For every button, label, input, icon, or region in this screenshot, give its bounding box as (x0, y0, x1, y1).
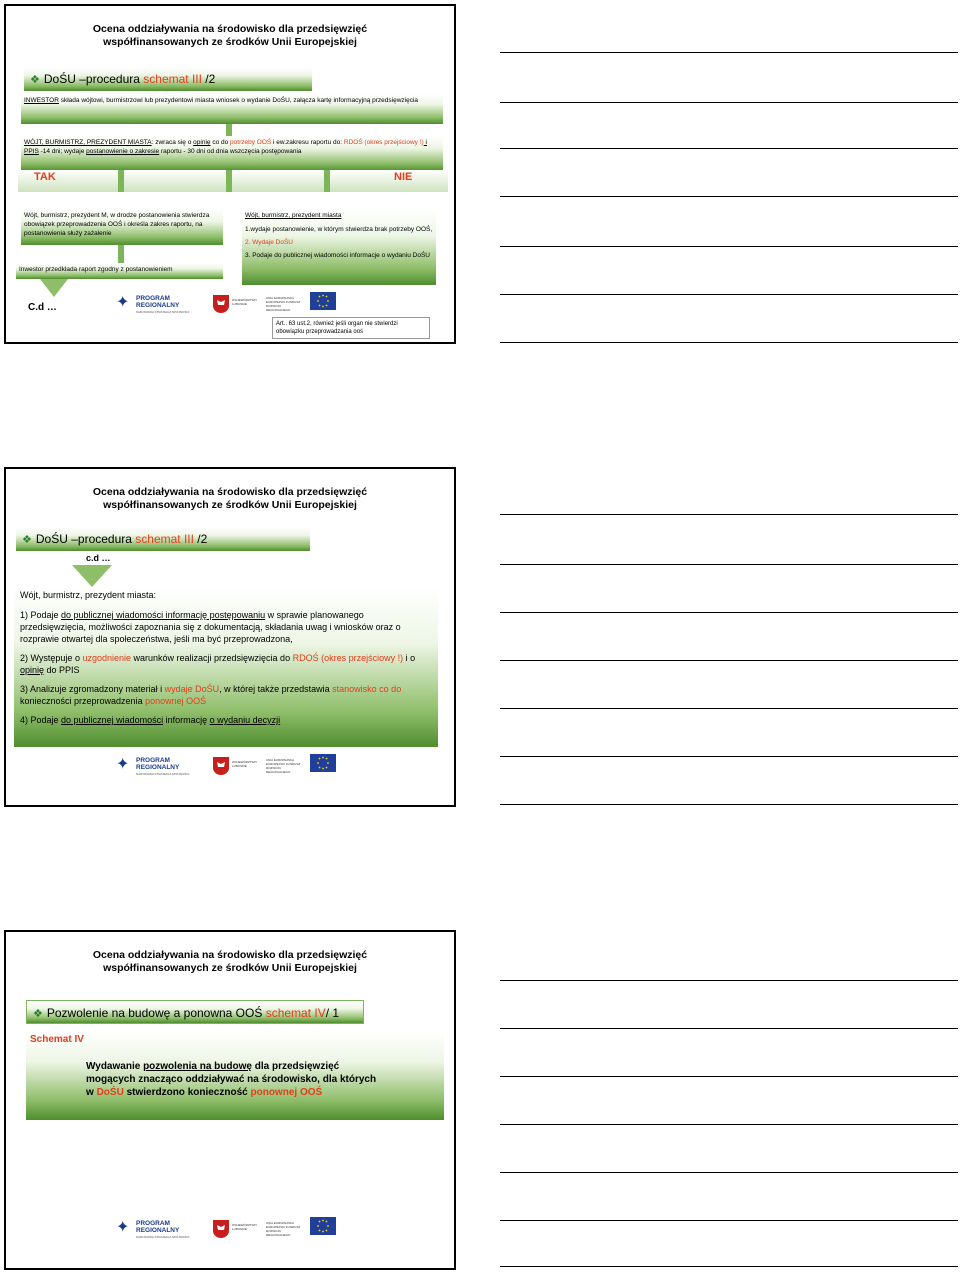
logo-line: REGIONALNY (136, 764, 180, 771)
star-icon: ✦ (116, 1219, 130, 1236)
t: ponownej OOŚ (145, 696, 207, 706)
note-line (500, 342, 958, 343)
schema-label: Schemat IV (30, 1034, 84, 1045)
logo-sub: NARODOWA STRATEGIA SPÓJNOŚCI (136, 772, 190, 776)
t: potrzeby OOŚ (230, 139, 272, 146)
left-box-2 (16, 263, 223, 279)
t: 3) Analizuje zgromadzony materiał i (20, 684, 165, 694)
t: : zwraca się o (151, 139, 194, 146)
note-line (500, 708, 958, 709)
list-item (20, 652, 432, 676)
nie-label: NIE (394, 171, 413, 183)
star-icon: ✦ (116, 294, 130, 311)
section-header (24, 67, 312, 91)
tak-label: TAK (34, 171, 56, 183)
schema-box (26, 1030, 444, 1120)
authority-box (21, 136, 443, 171)
t: stwierdzono konieczność (123, 1087, 251, 1098)
branch-line (18, 170, 448, 192)
header-text: DoŚU –procedura (43, 72, 144, 86)
title-line-1: Ocena oddziaływania na środowisko dla przedsięwzięć (92, 486, 368, 498)
header-suffix: / 1 (325, 1006, 340, 1020)
slide-title (6, 949, 454, 975)
logo-text (136, 757, 179, 771)
logo-line: PROGRAM (136, 757, 170, 764)
slide-1 (4, 4, 456, 344)
eagle-crest-icon (212, 756, 230, 776)
note-line (500, 1172, 958, 1173)
ue-text: UNIA EUROPEJSKA EUROPEJSKI FUNDUSZ ROZWOJU REGIONALNEGO (266, 758, 301, 774)
logos-strip (116, 292, 346, 320)
note-line (500, 246, 958, 247)
header-schema: schemat III (143, 72, 202, 86)
note-line (500, 196, 958, 197)
note-line (500, 1220, 958, 1221)
section-header (26, 1000, 364, 1024)
note-text: Art.. 63 ust.2, również jeśli organ nie stwierdzi obowiązku przeprowadzania ooś (276, 321, 398, 335)
title-line-2: współfinansowanych ze środków Unii Europejskiej (103, 499, 357, 511)
content-box (14, 587, 438, 747)
t: i o (403, 653, 416, 663)
logo-line: PROGRAM (136, 1220, 170, 1227)
note-line (500, 660, 958, 661)
right-box (242, 209, 436, 285)
right-box-item-1: 1.wydaje postanowienie, w którym stwierdza brak potrzeby OOŚ, (245, 226, 433, 233)
note-line (500, 980, 958, 981)
arrow-down (40, 279, 68, 297)
t: co do (210, 139, 231, 146)
t: ponownej OOŚ (250, 1087, 323, 1098)
slide-title (6, 23, 454, 49)
t: informację (163, 715, 210, 725)
logo-sub: NARODOWA STRATEGIA SPÓJNOŚCI (136, 310, 190, 314)
star-icon: ✦ (116, 756, 130, 773)
connector (118, 245, 124, 263)
left-box-text: Wójt, burmistrz, prezydent M, w drodze postanowienia stwierdza obowiązek przeprowadzenia OOŚ i określa zakres raportu, na postanowienia służy zażalenie (24, 212, 210, 237)
note-box (272, 317, 430, 339)
program-regionalny-logo (116, 292, 202, 320)
logos-strip (116, 1217, 346, 1245)
logo-line: PROGRAM (136, 295, 170, 302)
eu-flag-icon (310, 292, 336, 310)
note-line (500, 148, 958, 149)
note-line (500, 612, 958, 613)
header-suffix: /2 (193, 532, 208, 546)
t: i ew.zakresu raportu do: (271, 139, 344, 146)
t: stanowisko co do (332, 684, 402, 694)
connector-mid (226, 170, 232, 192)
authority-label: WÓJT, BURMISTRZ, PREZYDENT MIASTA (24, 139, 152, 146)
arrow-down (72, 565, 112, 587)
right-box-title: Wójt, burmistrz, prezydent miasta (245, 212, 342, 219)
list-item (20, 609, 432, 645)
schema-text (86, 1060, 386, 1099)
logo-sub: NARODOWA STRATEGIA SPÓJNOŚCI (136, 1235, 190, 1239)
program-regionalny-logo (116, 1217, 202, 1245)
t: konieczności przeprowadzenia (20, 696, 146, 706)
t: DoŚU (96, 1087, 124, 1098)
t: i PPIS (24, 139, 427, 155)
bullet-icon: ❖ (30, 74, 40, 86)
logo-line: REGIONALNY (136, 302, 180, 309)
t: wydaje DoŚU (164, 684, 220, 694)
t: raportu - 30 dni od dnia wszczęcia postępowania (159, 148, 302, 155)
title-line-2: współfinansowanych ze środków Unii Europejskiej (103, 36, 357, 48)
t: do PPIS (44, 665, 80, 675)
note-line (500, 1124, 958, 1125)
connector-right (324, 170, 330, 192)
header-schema: schemat III (135, 532, 194, 546)
connector-left (118, 170, 124, 192)
eagle-crest-icon (212, 294, 230, 314)
t: 4) Podaje (20, 715, 62, 725)
t: uzgodnienie (82, 653, 131, 663)
header-schema: schemat IV (265, 1006, 326, 1020)
slide-title (6, 486, 454, 512)
ue-text: UNIA EUROPEJSKA EUROPEJSKI FUNDUSZ ROZWOJU REGIONALNEGO (266, 1221, 301, 1237)
lead-text: Wójt, burmistrz, prezydent miasta: (20, 590, 157, 600)
investor-label: INWESTOR (24, 97, 59, 104)
header-suffix: /2 (201, 72, 216, 86)
woj-text: WOJEWÓDZTWO LUBUSKIE (232, 298, 257, 306)
woj-text: WOJEWÓDZTWO LUBUSKIE (232, 760, 257, 768)
t: w sprawie planowanego przedsięwzięcia, możliwości zapoznania się z dokumentacją, składania uwag i wniosków oraz o rozprawie otwartej dla społeczeństwa, jeśli ma być przeprowadzona, (20, 610, 401, 644)
section-header (16, 527, 310, 551)
logo-line: REGIONALNY (136, 1227, 180, 1234)
note-line (500, 1076, 958, 1077)
eu-flag-icon (310, 754, 336, 772)
title-line-2: współfinansowanych ze środków Unii Europejskiej (103, 962, 357, 974)
t: opinię (20, 665, 45, 675)
t: RDOŚ (okres przejściowy !) (292, 653, 404, 663)
note-line (500, 52, 958, 53)
cd-label: C.d … (28, 302, 57, 313)
note-line (500, 1266, 958, 1267)
investor-box (21, 94, 443, 124)
slide-2 (4, 467, 456, 807)
bullet-icon: ❖ (22, 534, 32, 546)
eagle-crest-icon (212, 1219, 230, 1239)
title-line-1: Ocena oddziaływania na środowisko dla przedsięwzięć (92, 949, 368, 961)
t: Wydawanie (86, 1061, 144, 1072)
ue-text: UNIA EUROPEJSKA EUROPEJSKI FUNDUSZ ROZWOJU REGIONALNEGO (266, 296, 301, 312)
t: do publicznej wiadomości (61, 715, 164, 725)
right-box-item-2: 2. Wydaje DoŚU (245, 239, 293, 246)
note-line (500, 564, 958, 565)
t: warunków realizacji przedsięwzięcia do (131, 653, 293, 663)
t: pozwolenia na budowę (143, 1061, 252, 1072)
logo-text (136, 295, 179, 309)
list-item (20, 683, 432, 707)
t: -14 dni; wydaje (38, 148, 87, 155)
note-line (500, 804, 958, 805)
right-box-item-3: 3. Podaje do publicznej wiadomości informacje o wydaniu DoŚU (245, 252, 430, 259)
t: opinię (193, 139, 211, 146)
t: , w której także przedstawia (219, 684, 333, 694)
logos-strip (116, 754, 346, 782)
header-text: Pozwolenie na budowę a ponowna OOŚ (46, 1006, 266, 1020)
logo-text (136, 1220, 179, 1234)
title-line-1: Ocena oddziaływania na środowisko dla przedsięwzięć (92, 23, 368, 35)
note-line (500, 1028, 958, 1029)
bullet-icon: ❖ (33, 1008, 43, 1020)
t: dla przedsięwzięć mogących znacząco oddziaływać na środowisko, dla których w (86, 1061, 377, 1098)
list-item (20, 714, 432, 726)
note-line (500, 514, 958, 515)
eu-flag-icon (310, 1217, 336, 1235)
header-text: DoŚU –procedura (35, 532, 136, 546)
t: 2) Występuje o (20, 653, 83, 663)
slide-3 (4, 930, 456, 1270)
program-regionalny-logo (116, 754, 202, 782)
investor-text: składa wójtowi, burmistrzowi lub prezydentowi miasta wniosek o wydanie DoŚU, załącza kartę informacyjną przedsięwzięcia (58, 97, 419, 104)
t: RDOŚ (okres przejściowy !) (343, 139, 424, 146)
left-box (21, 209, 223, 245)
t: 1) Podaje (20, 610, 62, 620)
t: o wydaniu decyzji (209, 715, 281, 725)
cd-label: c.d … (86, 553, 111, 563)
woj-text: WOJEWÓDZTWO LUBUSKIE (232, 1223, 257, 1231)
t: do publicznej wiadomości informację postępowaniu (61, 610, 266, 620)
t: postanowienie o zakresie (86, 148, 160, 155)
note-line (500, 756, 958, 757)
note-line (500, 102, 958, 103)
note-line (500, 294, 958, 295)
left-box-2-text: Inwestor przedkłada raport zgodny z postanowieniem (19, 266, 173, 273)
